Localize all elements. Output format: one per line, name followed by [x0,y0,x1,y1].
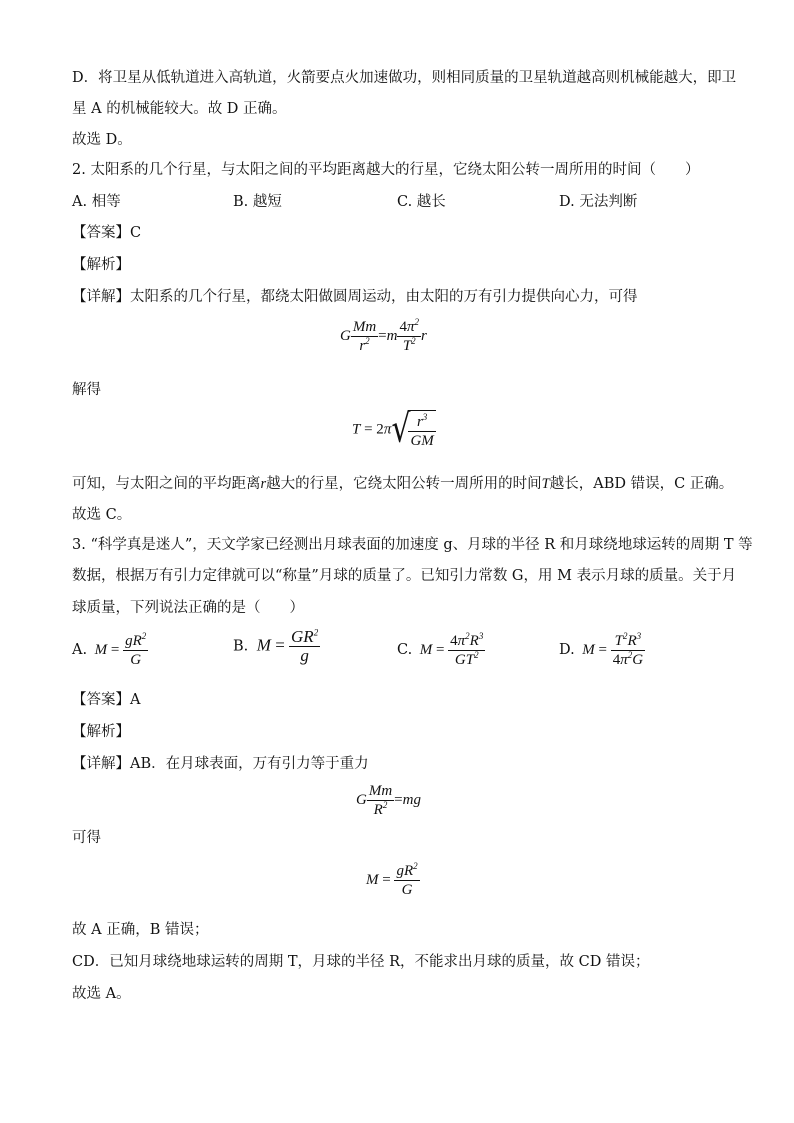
analysis-3: 【解析】 [72,724,130,740]
equation-gravity-weight: G $\frac{Mm}{R^2}$ =mg [356,783,421,818]
equation-mass: M = $\frac{gR^2}{G}$ [366,861,418,898]
line-d-explanation-1: D．将卫星从低轨道进入高轨道，火箭要点火加速做功，则相同质量的卫星轨道越高则机械能越大，即卫 [72,70,737,86]
q3-option-b: B. M = $\frac{GR^2}{g}$ [233,627,319,665]
question-3-line-2: 数据，根据万有引力定律就可以“称量”月球的质量了。已知引力常数 G，用 M 表示月球的质量。关于月 [72,568,737,584]
choose-c: 故选 C。 [72,507,132,523]
answer-2: 【答案】C [72,225,142,241]
conclusion-2: 可知，与太阳之间的平均距离r越大的行星，它绕太阳公转一周所用的时间T越长，ABD 错误，C 正确。 [72,476,734,492]
q3-option-a: A. M = $\frac{gR^2}{G}$ [72,631,147,668]
detail-2: 【详解】太阳系的几个行星，都绕太阳做圆周运动，由太阳的万有引力提供向心力，可得 [72,289,638,305]
analysis-2: 【解析】 [72,257,130,273]
line-d-explanation-2: 星 A 的机械能较大。故 D 正确。 [72,101,287,117]
q2-option-c: C. 越长 [397,194,446,210]
answer-3: 【答案】A [72,692,141,708]
q2-option-a: A. 相等 [72,194,121,210]
equation-period: T = 2π√ $\frac{r^3}{GM}$ [352,406,434,453]
conclusion-3-cd: CD．已知月球绕地球运转的周期 T，月球的半径 R，不能求出月球的质量，故 CD 错误； [72,954,650,970]
equation-gravity-centripetal: G $\frac{Mm}{r^2}$ =m $\frac{4\pi^2}{T^2}$ r [340,317,427,354]
conclusion-3-ab: 故 A 正确，B 错误； [72,922,209,938]
line-choose-d: 故选 D。 [72,132,132,148]
question-3-line-3: 球质量，下列说法正确的是（ ） [72,600,304,616]
q2-option-b: B. 越短 [233,194,282,210]
choose-a: 故选 A。 [72,986,131,1002]
result-label-3: 可得 [72,830,101,846]
q2-option-d: D. 无法判断 [559,194,638,210]
question-2: 2. 太阳系的几个行星，与太阳之间的平均距离越大的行星，它绕太阳公转一周所用的时间（ ） [72,162,700,178]
solve-label-2: 解得 [72,382,101,398]
q3-option-c: C. M = $\frac{4\pi^2R^3}{GT^2}$ [397,631,484,668]
detail-3: 【详解】AB．在月球表面，万有引力等于重力 [72,756,369,772]
q3-option-d: D. M = $\frac{T^2R^3}{4\pi^2G}$ [559,631,644,668]
question-3-line-1: 3. “科学真是迷人”，天文学家已经测出月球表面的加速度 g、月球的半径 R 和月球绕地球运转的周期 T 等 [72,537,753,553]
